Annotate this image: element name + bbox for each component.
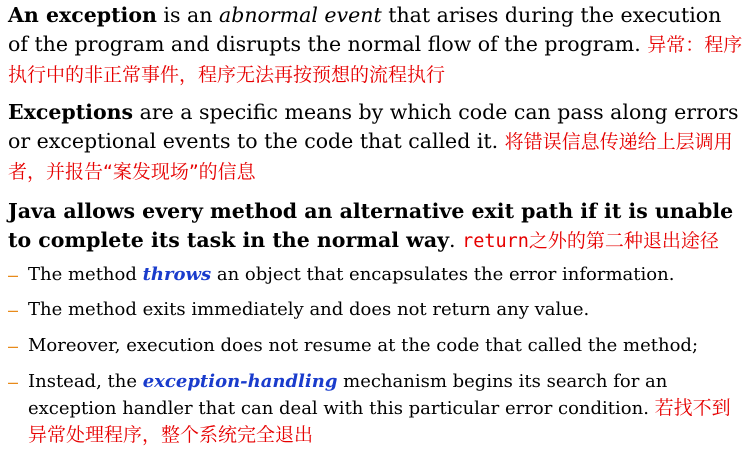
dash-bullet-icon: – — [8, 265, 19, 285]
text: The method exits immediately and does not return any value. — [28, 299, 590, 320]
java-exit-path-statement: Java allows every method an alternative exit path if it is unable to complete its task in the normal way — [8, 199, 734, 252]
dash-bullet-icon: – — [8, 300, 19, 320]
text: Instead, the — [28, 371, 143, 392]
bullet-no-resume — [8, 333, 743, 359]
text: . — [449, 228, 463, 252]
term-an-exception: An exception — [8, 3, 157, 27]
chinese-note: 若找不到异常处理程序，整个系统完全退出 — [28, 397, 731, 446]
text: an object that encapsulates the error information. — [211, 264, 675, 285]
paragraph-java-exit-path — [8, 197, 743, 256]
text: The method — [28, 264, 143, 285]
text: are a specific means by which code can pass along errors or exceptional events to the code that called it. — [8, 100, 739, 153]
text: is an — [156, 3, 219, 27]
dash-bullet-icon: – — [8, 372, 19, 392]
text: that arises during the execution of the program and disrupts the normal flow of the program. — [8, 3, 722, 56]
chinese-note: 将错误信息传递给上层调用者，并报告“案发现场”的信息 — [8, 131, 733, 183]
paragraph-exception-definition — [8, 1, 743, 90]
keyword-exception-handling: exception-handling — [142, 371, 338, 392]
text: mechanism begins its search for an exception handler that can deal with this particular error condition. — [28, 371, 668, 419]
bullet-exception-handling — [8, 369, 743, 449]
term-abnormal-event: abnormal event — [218, 3, 382, 27]
chinese-note: 之外的第二种退出途径 — [528, 230, 719, 252]
bullet-method-exits — [8, 297, 743, 323]
keyword-throws: throws — [142, 264, 212, 285]
term-exceptions: Exceptions — [8, 100, 134, 124]
return-keyword: return — [462, 231, 529, 252]
paragraph-exceptions-purpose — [8, 98, 743, 187]
text: Moreover, execution does not resume at the code that called the method; — [28, 335, 699, 356]
dash-bullet-icon: – — [8, 336, 19, 356]
chinese-note: 异常：程序执行中的非正常事件，程序无法再按预想的流程执行 — [8, 34, 743, 86]
bullet-method-throws — [8, 262, 743, 288]
